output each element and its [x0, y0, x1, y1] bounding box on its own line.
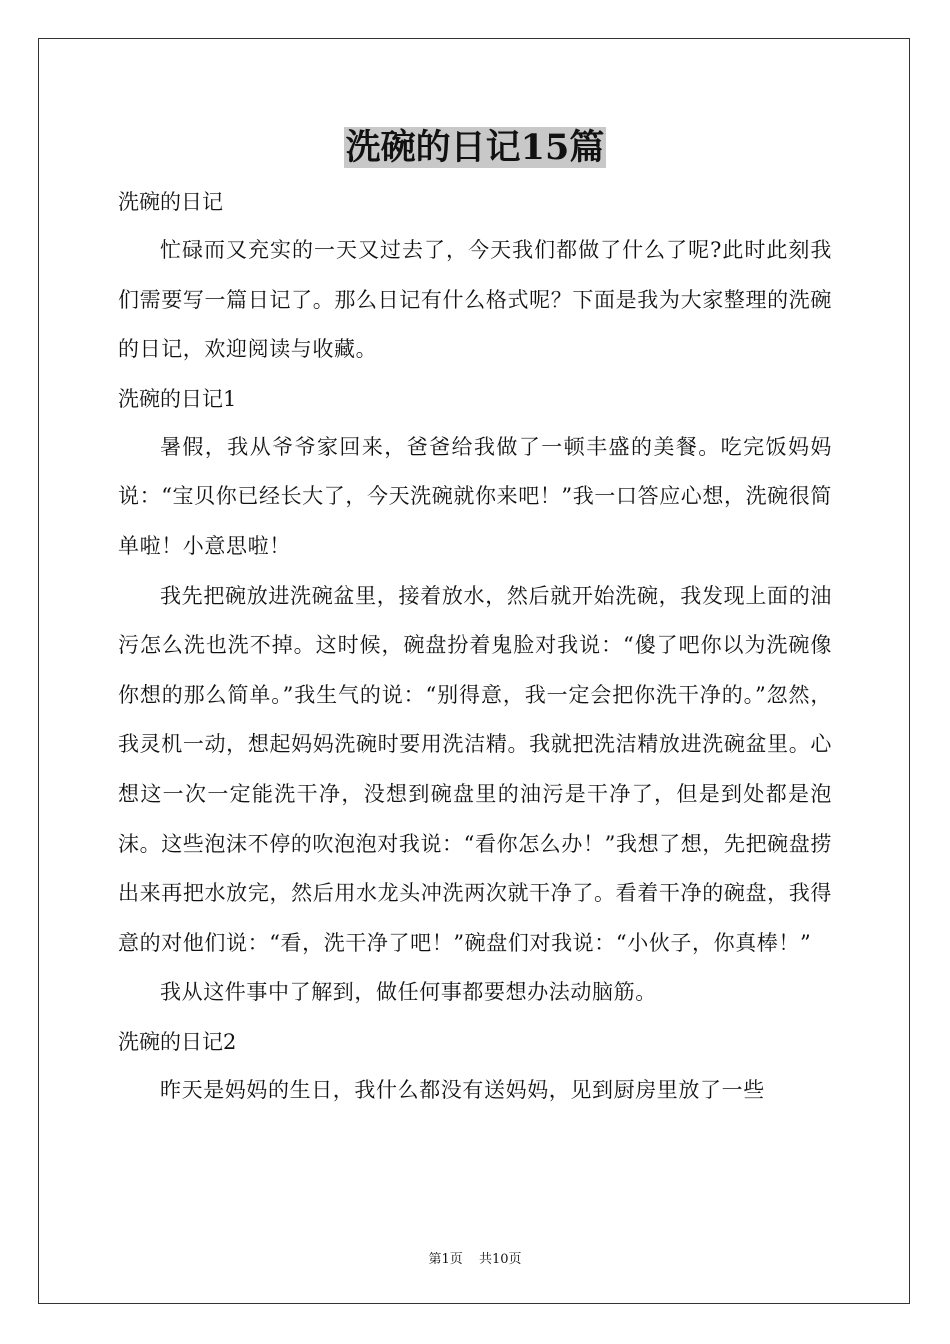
- intro-heading: 洗碗的日记: [118, 190, 223, 214]
- section-1-paragraph-2: 我先把碗放进洗碗盆里，接着放水，然后就开始洗碗，我发现上面的油污怎么洗也洗不掉。这时候，碗盘扮着鬼脸对我说：“傻了吧你以为洗碗像你想的那么简单。”我生气的说：“别得意，我一定会把你洗干净的。”忽然，我灵机一动，想起妈妈洗碗时要用洗洁精。我就把洗洁精放进洗碗盆里。心想这一次一定能洗干净，没想到碗盘里的油污是干净了，但是到处都是泡沫。这些泡沫不停的吹泡泡对我说：“看你怎么办！”我想了想，先把碗盘捞出来再把水放完，然后用水龙头冲洗两次就干净了。看着干净的碗盘，我得意的对他们说：“看，洗干净了吧！”碗盘们对我说：“小伙子，你真棒！”: [118, 583, 832, 955]
- page-number-current: 第1页: [428, 1252, 463, 1267]
- page-footer: [0, 1248, 950, 1267]
- section-1-paragraph-1: 暑假，我从爷爷家回来，爸爸给我做了一顿丰盛的美餐。吃完饭妈妈说：“宝贝你已经长大了，今天洗碗就你来吧！”我一口答应心想，洗碗很简单啦！小意思啦！: [118, 434, 832, 558]
- section-1-heading: 洗碗的日记1: [118, 386, 237, 411]
- page-number-total: 共10页: [478, 1252, 522, 1267]
- document-title: 洗碗的日记15篇: [345, 127, 605, 168]
- section-2-heading: 洗碗的日记2: [118, 1029, 237, 1054]
- intro-paragraph: 忙碌而又充实的一天又过去了，今天我们都做了什么了呢?此时此刻我们需要写一篇日记了。那么日记有什么格式呢？下面是我为大家整理的洗碗的日记，欢迎阅读与收藏。: [118, 238, 832, 362]
- section-2-paragraph-1: 昨天是妈妈的生日，我什么都没有送妈妈，见到厨房里放了一些: [160, 1077, 765, 1102]
- section-1-paragraph-3: 我从这件事中了解到，做任何事都要想办法动脑筋。: [160, 980, 657, 1005]
- document-body: [118, 178, 832, 1116]
- document-title-wrap: [0, 124, 950, 172]
